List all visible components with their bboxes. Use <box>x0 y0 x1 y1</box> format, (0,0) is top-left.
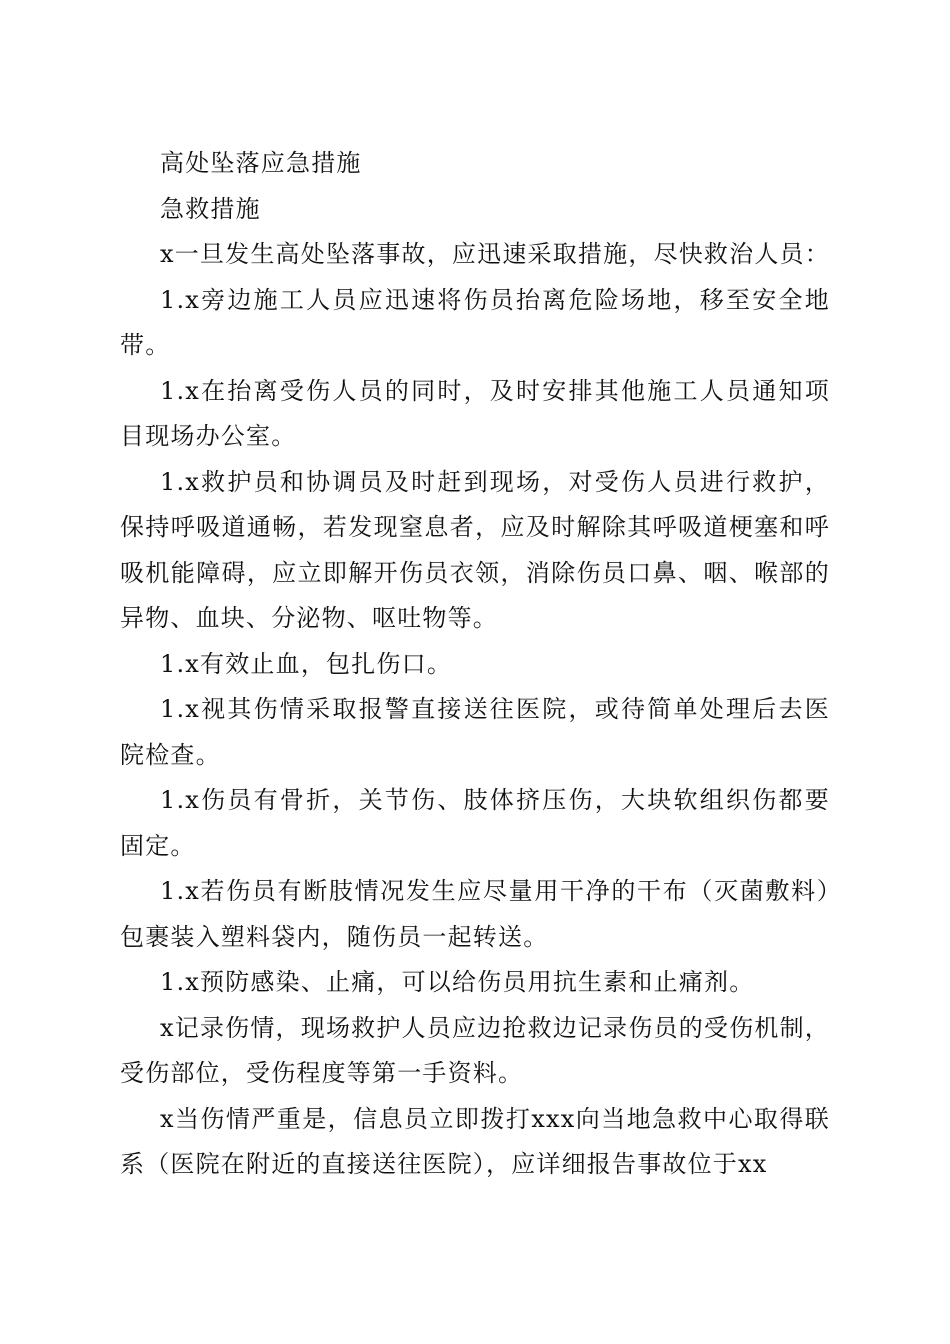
paragraph-step-fixation: 1.x伤员有骨折，关节伤、肢体挤压伤，大块软组织伤都要固定。 <box>120 786 830 860</box>
paragraph-step-prevent-infection: 1.x预防感染、止痛，可以给伤员用抗生素和止痛剂。 <box>160 968 755 996</box>
paragraph-step-send-hospital: 1.x视其伤情采取报警直接送往医院，或待简单处理后去医院检查。 <box>120 695 830 769</box>
section-title: 高处坠落应急措施 <box>160 149 362 177</box>
subsection-title: 急救措施 <box>160 194 261 223</box>
paragraph-step-rescue-airway: 1.x救护员和协调员及时赶到现场，对受伤人员进行救护，保持呼吸道通畅，若发现窒息者，应及时解除其呼吸道梗塞和呼吸机能障碍，应立即解开伤员衣领，消除伤员口鼻、咽、喉部的异物、血块、分泌物、呕吐物等。 <box>120 467 830 632</box>
paragraph-step-notify-office: 1.x在抬离受伤人员的同时，及时安排其他施工人员通知项目现场办公室。 <box>120 376 830 450</box>
paragraph-record-injury: x记录伤情，现场救护人员应边抢救边记录伤员的受伤机制，受伤部位，受伤程度等第一手资料。 <box>120 1013 830 1087</box>
paragraph-step-severed-limb: 1.x若伤员有断肢情况发生应尽量用干净的干布（灭菌敷料）包裹装入塑料袋内，随伤员一起转送。 <box>120 877 830 951</box>
paragraph-intro: x一旦发生高处坠落事故，应迅速采取措施，尽快救治人员： <box>160 240 830 268</box>
paragraph-call-emergency: x当伤情严重是，信息员立即拨打xxx向当地急救中心取得联系（医院在附近的直接送往医院），应详细报告事故位于xx <box>120 1104 830 1178</box>
paragraph-step-move-injured: 1.x旁边施工人员应迅速将伤员抬离危险场地，移至安全地带。 <box>120 285 830 359</box>
document-body <box>120 141 830 1188</box>
paragraph-step-stop-bleeding: 1.x有效止血，包扎伤口。 <box>160 649 453 678</box>
